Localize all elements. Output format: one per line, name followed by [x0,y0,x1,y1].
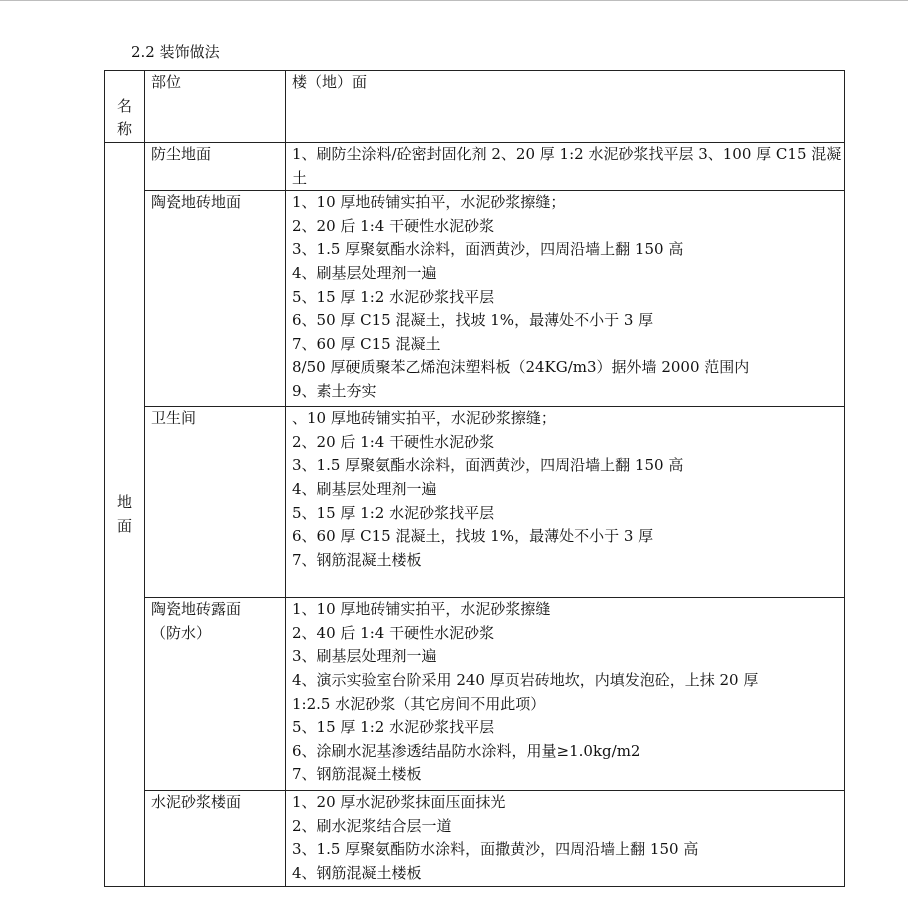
header-part-cell: 部位 [145,71,286,143]
spec-line: 5、15 厚 1:2 水泥砂浆找平层 [292,503,495,522]
spec-line: 2、20 后 1:4 干硬性水泥砂浆 [292,432,495,451]
part-cell [145,407,286,598]
table-row [105,407,845,598]
part-label: 防尘地面 [151,145,212,163]
spec-line: 9、素土夯实 [292,381,377,400]
part-cell [145,598,286,791]
spec-line: 4、刷基层处理剂一遍 [292,263,437,282]
table-row [105,791,845,887]
spec-cell [286,191,845,407]
spec-line: 5、15 厚 1:2 水泥砂浆找平层 [292,718,495,737]
section-heading: 2.2 装饰做法 [131,43,220,61]
spec-line: 6、60 厚 C15 混凝土，找坡 1%，最薄处不小于 3 厚 [292,527,654,546]
category-cell [105,143,145,887]
part-cell [145,191,286,407]
spec-line: 8/50 厚硬质聚苯乙烯泡沫塑料板（24KG/m3）据外墙 2000 范围内 [292,358,750,377]
spec-line: 7、钢筋混凝土楼板 [292,550,422,569]
spec-cell [286,407,845,598]
spec-line: 4、演示实验室台阶采用 240 厚页岩砖地坎，内填发泡砼，上抹 20 厚 [292,670,759,689]
table-row [105,191,845,407]
spec-line: 4、刷基层处理剂一遍 [292,479,437,498]
spec-line: 2、40 后 1:4 干硬性水泥砂浆 [292,623,495,642]
spec-line: 6、50 厚 C15 混凝土，找坡 1%，最薄处不小于 3 厚 [292,311,654,330]
spec-line: 4、钢筋混凝土楼板 [292,863,422,882]
spec-line: 7、钢筋混凝土楼板 [292,765,422,784]
part-label: 卫生间 [151,409,197,428]
spec-line: 6、涂刷水泥基渗透结晶防水涂料，用量≥1.0kg/m2 [292,741,641,760]
header-name-char: 名 [116,96,132,115]
spec-cell [286,791,845,887]
spec-line: 1、10 厚地砖铺实拍平，水泥砂浆擦缝； [292,193,566,212]
spec-line: 7、60 厚 C15 混凝土 [292,334,441,353]
top-border-line [0,0,908,1]
spec-line: 3、1.5 厚聚氨酯水涂料，面洒黄沙，四周沿墙上翻 150 高 [292,456,684,475]
table-row [105,143,845,191]
spec-line: 5、15 厚 1:2 水泥砂浆找平层 [292,287,495,306]
part-cell [145,791,286,887]
spec-cell [286,143,845,191]
part-cell [145,143,286,191]
header-name-cell [105,71,145,143]
header-surface-cell: 楼（地）面 [286,71,845,143]
part-label: 陶瓷地砖露面 [151,600,242,619]
spec-line: 3、1.5 厚聚氨酯水涂料，面洒黄沙，四周沿墙上翻 150 高 [292,240,684,259]
spec-line: 3、刷基层处理剂一遍 [292,647,437,666]
table-row [105,598,845,791]
spec-line: 2、20 后 1:4 干硬性水泥砂浆 [292,216,495,235]
spec-line: 3、1.5 厚聚氨酯防水涂料，面撒黄沙，四周沿墙上翻 150 高 [292,840,699,859]
header-name-char: 称 [116,120,132,139]
finish-spec-table [104,70,845,887]
category-char: 面 [116,516,132,535]
spec-line: 1、10 厚地砖铺实拍平，水泥砂浆擦缝 [292,600,551,619]
part-label: 水泥砂浆楼面 [151,793,242,812]
part-label: 陶瓷地砖地面 [151,193,242,212]
spec-line: 2、刷水泥浆结合层一道 [292,816,452,835]
spec-line: 、10 厚地砖铺实拍平，水泥砂浆擦缝； [292,409,556,428]
category-char: 地 [116,493,132,511]
part-label: （防水） [151,623,212,642]
spec-cell [286,598,845,791]
spec-line: 1、刷防尘涂料/砼密封固化剂 2、20 厚 1:2 水泥砂浆找平层 3、100 厚 C15 混凝土 [292,145,842,187]
spec-line: 1:2.5 水泥砂浆（其它房间不用此项） [292,694,546,713]
spec-line: 1、20 厚水泥砂浆抹面压面抹光 [292,793,506,812]
table-header-row [105,71,845,143]
